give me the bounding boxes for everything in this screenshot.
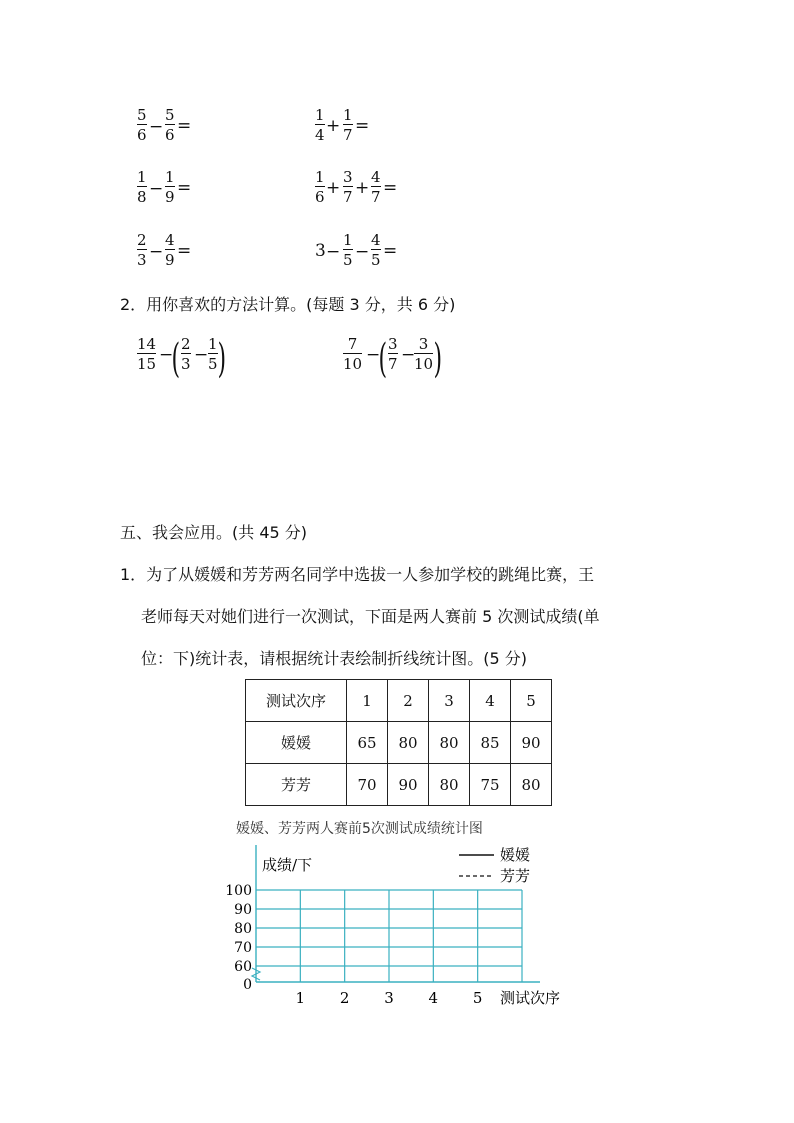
fraction: $\frac{3}{7}$ [343,168,353,206]
fraction: $\frac{3}{7}$ [388,335,398,373]
table-cell: 65 [347,722,388,764]
plus-sign: + [326,116,341,136]
question-2-title: 2．用你喜欢的方法计算。(每题 3 分，共 6 分) [120,295,456,314]
fraction: $\frac{1}{5}$ [208,335,218,373]
y-tick-label: 0 [243,977,252,993]
chart-title: 媛媛、芳芳两人赛前5次测试成绩统计图 [236,821,483,837]
minus-sign: − [149,242,164,262]
fraction: $\frac{5}{6}$ [165,106,175,144]
fraction: $\frac{2}{3}$ [181,335,191,373]
right-paren: ) [433,336,443,382]
minus-sign: − [149,117,164,137]
table-cell: 70 [347,764,388,806]
minus-sign: − [159,345,174,365]
table-cell: 80 [388,722,429,764]
x-tick-label: 2 [339,989,350,1007]
left-paren: ( [378,336,388,382]
legend-entry: 媛媛 [500,846,531,864]
table-header-label: 测试次序 [246,680,347,722]
x-tick-label: 1 [295,989,306,1007]
table-header-cell: 1 [347,680,388,722]
table-cell: 90 [511,722,552,764]
minus-sign: − [401,345,416,365]
x-tick-label: 5 [472,989,483,1007]
fraction: $\frac{1}{6}$ [315,168,325,206]
y-axis-label: 成绩/下 [262,856,313,874]
x-tick-label: 4 [428,989,439,1007]
equals-sign: = [177,178,192,198]
fraction: $\frac{1}{4}$ [315,106,325,144]
fraction: $\frac{5}{6}$ [137,106,147,144]
table-header-cell: 4 [470,680,511,722]
fraction: $\frac{4}{9}$ [165,231,175,269]
table-header-cell: 3 [429,680,470,722]
table-cell: 85 [470,722,511,764]
table-header-cell: 5 [511,680,552,722]
fraction: $\frac{14}{15}$ [137,335,157,373]
minus-sign: − [366,345,381,365]
plus-sign: + [355,178,370,198]
y-tick-label: 90 [234,902,252,918]
legend-entry: 芳芳 [500,867,531,885]
axis-break-mark [252,968,260,980]
minus-sign: − [355,242,370,262]
section-5-heading: 五、我会应用。(共 45 分) [120,523,308,542]
fraction: $\frac{2}{3}$ [137,231,147,269]
equals-sign: = [177,116,192,136]
equals-sign: = [177,241,192,261]
y-tick-label: 80 [234,921,252,937]
minus-sign: − [149,179,164,199]
table-cell: 75 [470,764,511,806]
right-paren: ) [217,336,227,382]
fraction: $\frac{4}{7}$ [371,168,381,206]
chart-ticks [225,883,482,1007]
equals-sign: = [355,116,370,136]
table-cell: 80 [511,764,552,806]
y-tick-label: 60 [234,959,252,975]
minus-sign: − [194,345,209,365]
fraction: $\frac{1}{7}$ [343,106,353,144]
table-cell: 80 [429,764,470,806]
question-1-line-2: 老师每天对她们进行一次测试，下面是两人赛前 5 次测试成绩(单 [141,607,600,626]
equals-sign: = [383,178,398,198]
fraction: $\frac{7}{10}$ [343,335,363,373]
question-1-line-3: 位：下)统计表，请根据统计表绘制折线统计图。(5 分) [141,649,527,668]
question-1-line-1: 1．为了从媛媛和芳芳两名同学中选拔一人参加学校的跳绳比赛，王 [120,565,595,584]
table-cell: 80 [429,722,470,764]
fraction: $\frac{4}{5}$ [371,231,381,269]
left-paren: ( [171,336,181,382]
y-tick-label: 70 [234,940,252,956]
minus-sign: − [326,242,341,262]
equals-sign: = [383,241,398,261]
x-axis-label: 测试次序 [500,989,561,1007]
plus-sign: + [326,178,341,198]
table-row-name: 媛媛 [246,722,347,764]
x-tick-label: 3 [384,989,394,1007]
fraction: $\frac{1}{5}$ [343,231,353,269]
y-tick-label: 100 [225,883,252,899]
fraction: $\frac{1}{8}$ [137,168,147,206]
whole-number: 3 [315,241,326,261]
chart-legend [459,846,530,885]
table-header-cell: 2 [388,680,429,722]
table-row-name: 芳芳 [246,764,347,806]
table-cell: 90 [388,764,429,806]
fraction: $\frac{1}{9}$ [165,168,175,206]
fraction: $\frac{3}{10}$ [414,335,434,373]
chart-grid [256,890,522,982]
